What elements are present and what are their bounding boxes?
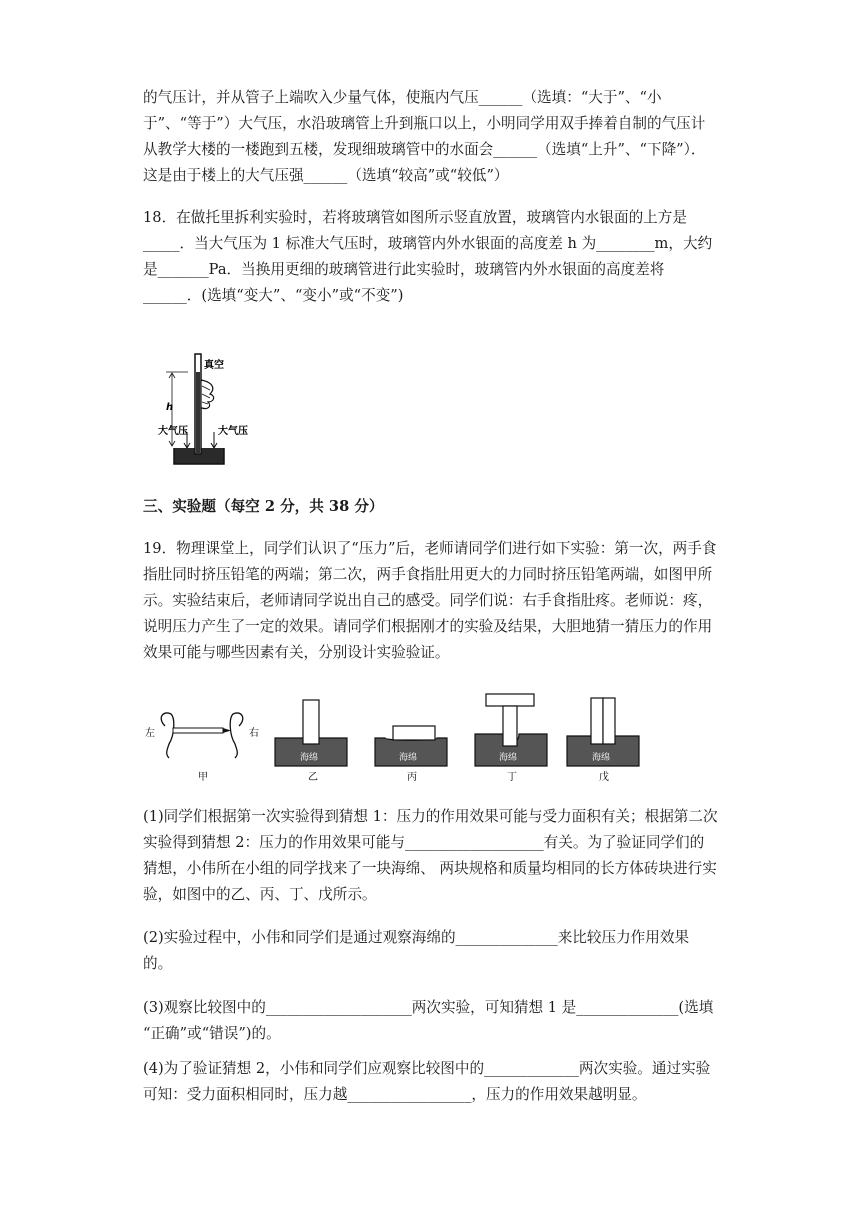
figure-bing — [375, 726, 447, 783]
pressure-diagrams — [143, 688, 643, 788]
label-pressure-right: 大气压 — [218, 426, 248, 437]
q19-part4: (4)为了验证猜想 2，小伟和同学们应观察比较图中的_____________两次实验。通过实验可知：受力面积相同时，压力越_________________，压力的作用效果越明显。 — [143, 1060, 711, 1103]
label-vacuum: 真空 — [204, 360, 224, 371]
right-hand-shape — [230, 713, 243, 758]
label-pressure-left: 大气压 — [158, 426, 188, 437]
mercury-column — [196, 372, 200, 454]
caption-wu: 戊 — [599, 772, 609, 783]
figure-jia — [145, 713, 259, 783]
pressure-experiment-figure — [143, 688, 643, 788]
brick-ding-top — [486, 694, 534, 706]
brick-wu-2 — [603, 698, 615, 744]
label-h: h — [166, 402, 174, 413]
q19-intro: 19．物理课堂上，同学们认识了“压力”后，老师请同学们进行如下实验：第一次，两手食指肚同时挤压铅笔的两端；第二次，两手食指肚用更大的力同时挤压铅笔两端，如图甲所示。实验结束后，老师请同学说出自己的感受。同学们说：右手食指肚疼。老师说：疼，说明压力产生了一定的效果。请同学们根据刚才的实验及结果，大胆地猜一猜压力的作用效果可能与哪些因素有关，分别设计实验验证。 — [143, 540, 717, 661]
torricelli-figure — [152, 352, 262, 470]
sponge-label-ding: 海绵 — [499, 753, 518, 763]
sponge-label-bing: 海绵 — [399, 753, 418, 763]
caption-bing: 丙 — [407, 772, 417, 783]
sponge-label-wu: 海绵 — [592, 753, 611, 763]
brick-bing — [393, 726, 435, 740]
pencil-body — [173, 728, 223, 733]
q19-part3: (3)观察比较图中的____________________两次实验，可知猜想 1 是______________(选填 “正确”或“错误”)的。 — [143, 999, 714, 1042]
left-hand-shape — [161, 713, 174, 758]
q17-continued-text: 的气压计，并从管子上端吹入少量气体，使瓶内气压______（选填：“大于”、“小于”、“等于”）大气压，水沿玻璃管上升到瓶口以上，小明同学用双手捧着自制的气压计从教学大楼的一楼跑到五楼，发现细玻璃管中的水面会______（选填“上升”、“下降”）．这是由于楼上的大气压强______（选填“较高”或“较低”） — [143, 89, 706, 184]
figure-wu — [567, 698, 639, 783]
label-left: 左 — [145, 728, 155, 739]
q19-part1: (1)同学们根据第一次实验得到猜想 1：压力的作用效果可能与受力面积有关；根据第二次实验得到猜想 2：压力的作用效果可能与___________________有关。为了验证同学们的猜想，小伟所在小组的同学找来了一块海绵、 两块规格和质量均相同的长方体砖块进行实验，如图中的乙、丙、丁、戊所示。 — [143, 808, 718, 903]
caption-ding: 丁 — [507, 772, 517, 783]
brick-ding-upright — [503, 706, 517, 746]
torricelli-diagram — [152, 352, 262, 470]
q19-part2: (2)实验过程中，小伟和同学们是通过观察海绵的______________来比较压力作用效果的。 — [143, 929, 690, 972]
caption-jia: 甲 — [198, 772, 208, 783]
q18-text: 18．在做托里拆利实验时，若将玻璃管如图所示竖直放置，玻璃管内水银面的上方是_____．当大气压为 1 标准大气压时，玻璃管内外水银面的高度差 h 为________m，大约是_______Pa．当换用更细的玻璃管进行此实验时，玻璃管内外水银面的高度差将______．(选填“变大”、“变小”或“不变”) — [143, 209, 713, 304]
figure-yi — [275, 700, 347, 783]
label-right: 右 — [249, 728, 259, 739]
caption-yi: 乙 — [308, 772, 318, 783]
figure-ding — [475, 694, 547, 783]
section3-heading: 三、实验题（每空 2 分，共 38 分） — [143, 498, 384, 515]
brick-yi — [303, 700, 319, 744]
brick-wu-1 — [591, 698, 603, 744]
sponge-label-yi: 海绵 — [300, 753, 319, 763]
